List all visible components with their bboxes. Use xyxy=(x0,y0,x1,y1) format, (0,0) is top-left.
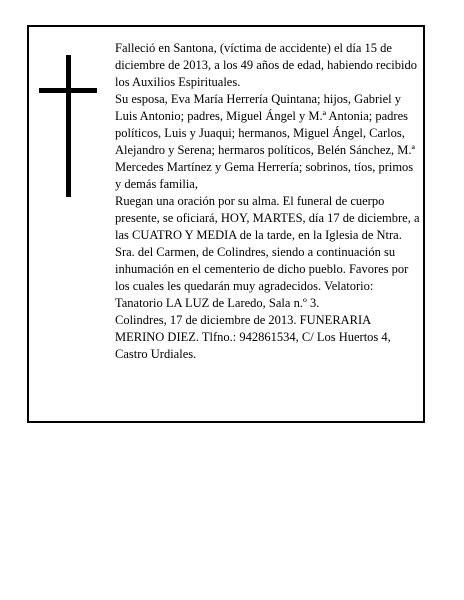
death-announcement: Falleció en Santona, (víctima de accidente) el día 15 de diciembre de 2013, a los 49 años de edad, habiendo recibido los Auxilios Espirituales. xyxy=(115,41,417,89)
funeral-details: Ruegan una oración por su alma. El funeral de cuerpo presente, se oficiará, HOY, MARTES, día 17 de diciembre, a las CUATRO Y MEDIA de la tarde, en la Iglesia de Ntra. Sra. del Carmen, de Colindres, siendo a continuación su inhumación en el cementerio de dicho pueblo. Favores por los cuales les quedarán muy agradecidos. Velatorio: Tanatorio LA LUZ de Laredo, Sala n.º 3. xyxy=(115,194,420,310)
obituary-text xyxy=(115,40,421,363)
latin-cross-icon xyxy=(39,55,97,197)
family-list: Su esposa, Eva María Herrería Quintana; hijos, Gabriel y Luis Antonio; padres, Miguel Ángel y M.ª Antonia; padres políticos, Luis y Juaqui; hermanos, Miguel Ángel, Carlos, Alejandro y Serena; hermaros políticos, Belén Sánchez, M.ª Mercedes Martínez y Gema Herrería; sobrinos, tíos, primos y demás familia, xyxy=(115,92,415,191)
funeral-home-info: Colindres, 17 de diciembre de 2013. FUNERARIA MERINO DIEZ. Tlfno.: 942861534, C/ Los Huertos 4, Castro Urdiales. xyxy=(115,313,391,361)
obituary-notice xyxy=(27,25,425,423)
